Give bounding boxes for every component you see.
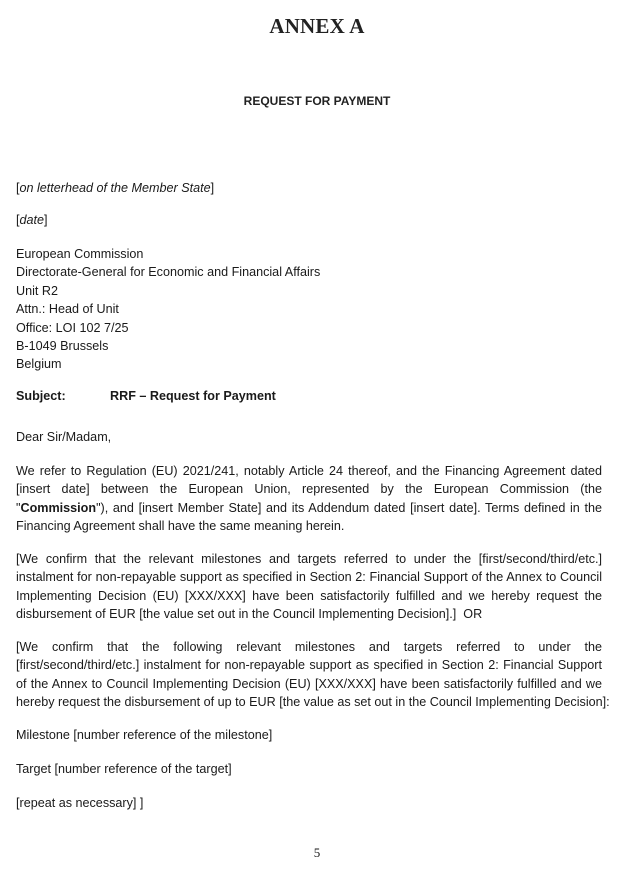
paragraph-line: Financing Agreement shall have the same meaning herein.	[16, 518, 345, 533]
paragraph-line: [insert date] between the European Union, represented by the European Commission (the	[16, 482, 602, 497]
address-line: Unit R2	[16, 283, 58, 298]
letterhead-placeholder-text: on letterhead of the Member State	[19, 181, 211, 195]
paragraph-line: We refer to Regulation (EU) 2021/241, notably Article 24 thereof, and the Financing Agreement dated	[16, 464, 602, 478]
date-placeholder-text: date	[19, 213, 45, 227]
address-line: European Commission	[16, 247, 144, 261]
paragraph-line: [We confirm that the following relevant milestones and targets referred to under the	[16, 640, 602, 654]
repeat-line: [repeat as necessary] ]	[16, 796, 144, 810]
subject-value: RRF – Request for Payment	[110, 389, 276, 403]
milestone-line: Milestone [number reference of the milestone]	[16, 728, 273, 742]
subject-label: Subject:	[16, 389, 66, 403]
paragraph-line: of the Annex to Council Implementing Decision (EU) [XXX/XXX] have been satisfactorily fulfilled and we	[16, 676, 602, 691]
paragraph-line: [first/second/third/etc.] instalment for non-repayable support as specified in Section 2: Financial Support	[16, 658, 602, 673]
page-number: 5	[313, 845, 321, 860]
paragraph-line: [We confirm that the relevant milestones and targets referred to under the [first/second/third/etc.]	[16, 552, 602, 566]
paragraph-regulation-reference	[16, 462, 602, 535]
address-line: Directorate-General for Economic and Financial Affairs	[16, 265, 321, 280]
address-line: Belgium	[16, 357, 62, 372]
annex-title: ANNEX A	[269, 14, 365, 38]
paragraph-line: "Commission"), and [insert Member State] and its Addendum dated [insert date]. Terms defined in the	[16, 500, 602, 515]
paragraph-line: instalment for non-repayable support as specified in Section 2: Financial Support of the Annex to Council	[16, 570, 602, 585]
paragraph-line: hereby request the disbursement of up to EUR [the value as set out in the Council Implementing Decision]:	[16, 694, 610, 709]
salutation: Dear Sir/Madam,	[16, 430, 112, 444]
letterhead-placeholder: [on letterhead of the Member State]	[16, 181, 215, 195]
recipient-address	[16, 245, 320, 374]
paragraph-confirmation-option-1	[16, 550, 602, 623]
target-line: Target [number reference of the target]	[16, 762, 232, 776]
paragraph-confirmation-option-2	[16, 638, 610, 711]
document-title: REQUEST FOR PAYMENT	[243, 94, 391, 108]
address-line: Attn.: Head of Unit	[16, 302, 119, 317]
date-placeholder: [date]	[16, 213, 48, 227]
paragraph-line: disbursement of EUR [the value set out in the Council Implementing Decision].] OR	[16, 606, 483, 621]
commission-defined-term: Commission	[20, 500, 97, 515]
address-line: B-1049 Brussels	[16, 339, 109, 354]
paragraph-line: Implementing Decision (EU) [XXX/XXX] have been satisfactorily fulfilled and we hereby request the	[16, 588, 602, 603]
address-line: Office: LOI 102 7/25	[16, 320, 129, 335]
